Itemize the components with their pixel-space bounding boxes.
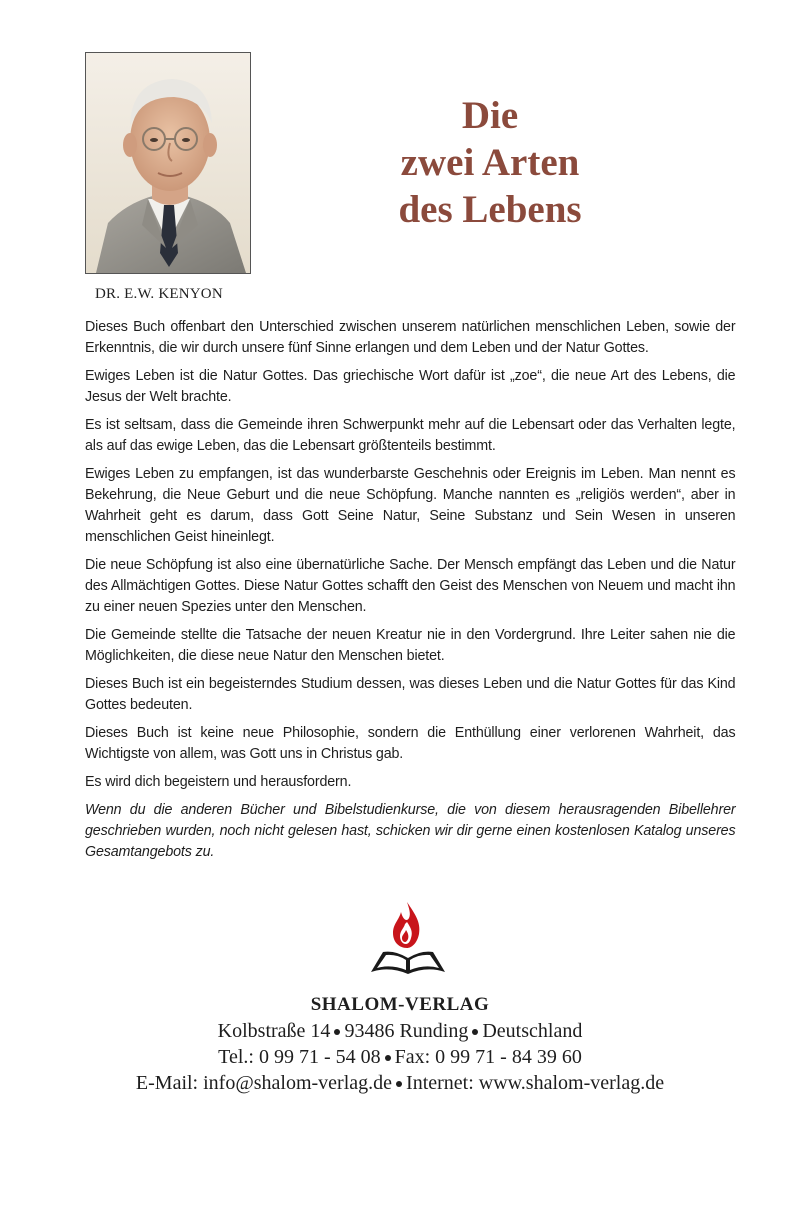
paragraph: Es wird dich begeistern und herausfordern. [85, 773, 352, 790]
paragraph: Ewiges Leben ist die Natur Gottes. Das griechische Wort dafür ist „zoe“, die neue Art des Lebens, die Jesus der Welt brachte. [85, 367, 736, 405]
publisher-city: 93486 Runding [344, 1020, 469, 1042]
publisher-phone-line [0, 1044, 800, 1070]
author-portrait-drawing [86, 53, 250, 273]
paragraph: Ewiges Leben zu empfangen, ist das wunderbarste Geschehnis oder Ereignis im Leben. Man nennt es Bekehrung, die Neue Geburt und die neue Schöpfung. Manche nannten es „religiös werden“, aber in Wahrheit geht es darum, dass Gott Seine Natur, Seine Substanz und Sein Wesen in unseren menschlichen Geist hineinlegt. [85, 465, 736, 545]
author-portrait [85, 52, 251, 274]
publisher-fax: Fax: 0 99 71 - 84 39 60 [394, 1046, 582, 1068]
publisher-country: Deutschland [482, 1020, 583, 1042]
paragraph: Die Gemeinde stellte die Tatsache der neuen Kreatur nie in den Vordergrund. Ihre Leiter sahen nie die Möglichkeiten, die diese neue Natur den Menschen bietet. [85, 626, 736, 664]
book-title-line-2: zwei Arten [400, 141, 580, 184]
publisher-internet[interactable]: Internet: www.shalom-verlag.de [406, 1072, 665, 1094]
bullet-dot [472, 1029, 478, 1035]
flame-over-open-book-icon [369, 900, 447, 978]
book-title-line-1: Die [461, 94, 519, 137]
book-description [85, 316, 735, 869]
paragraph: Dieses Buch offenbart den Unterschied zwischen unserem natürlichen menschlichen Leben, sowie der Erkenntnis, die wir durch unsere fünf Sinne erlangen und dem Leben und der Natur Gottes. [85, 318, 736, 356]
bullet-dot [385, 1055, 391, 1061]
author-caption: DR. E.W. KENYON [95, 286, 223, 302]
paragraph: Dieses Buch ist keine neue Philosophie, sondern die Enthüllung einer verlorenen Wahrheit, das Wichtigste von allem, was Gott uns in Christus gab. [85, 724, 736, 762]
book-title [330, 92, 650, 233]
paragraph: Dieses Buch ist ein begeisterndes Studium dessen, was dieses Leben und die Natur Gottes für das Kind Gottes bedeuten. [85, 675, 736, 713]
closing-note: Wenn du die anderen Bücher und Bibelstudienkurse, die von diesem herausragenden Bibellehrer geschrieben wurden, noch nicht gelesen hast, schicken wir dir gerne einen kostenlosen Katalog unseres Gesamtangebots zu. [85, 801, 736, 860]
bullet-dot [396, 1081, 402, 1087]
publisher-street: Kolbstraße 14 [217, 1020, 331, 1042]
paragraph: Die neue Schöpfung ist also eine übernatürliche Sache. Der Mensch empfängt das Leben und die Natur des Allmächtigen Gottes. Diese Natur Gottes schafft den Geist des Menschen von Neuem und macht ihn zu einer neuen Spezies unter den Menschen. [85, 556, 736, 615]
publisher-name: SHALOM-VERLAG [310, 994, 490, 1015]
bullet-dot [334, 1029, 340, 1035]
publisher-email[interactable]: E-Mail: info@shalom-verlag.de [135, 1072, 393, 1094]
paragraph: Es ist seltsam, dass die Gemeinde ihren Schwerpunkt mehr auf die Lebensart oder das Verhalten legte, als auf das ewige Leben, das die Lebensart größtenteils bestimmt. [85, 416, 736, 454]
publisher-block [0, 992, 800, 1096]
book-title-line-3: des Lebens [398, 188, 582, 231]
publisher-contact-line [0, 1070, 800, 1096]
publisher-address [0, 1018, 800, 1044]
publisher-tel: Tel.: 0 99 71 - 54 08 [218, 1046, 381, 1068]
